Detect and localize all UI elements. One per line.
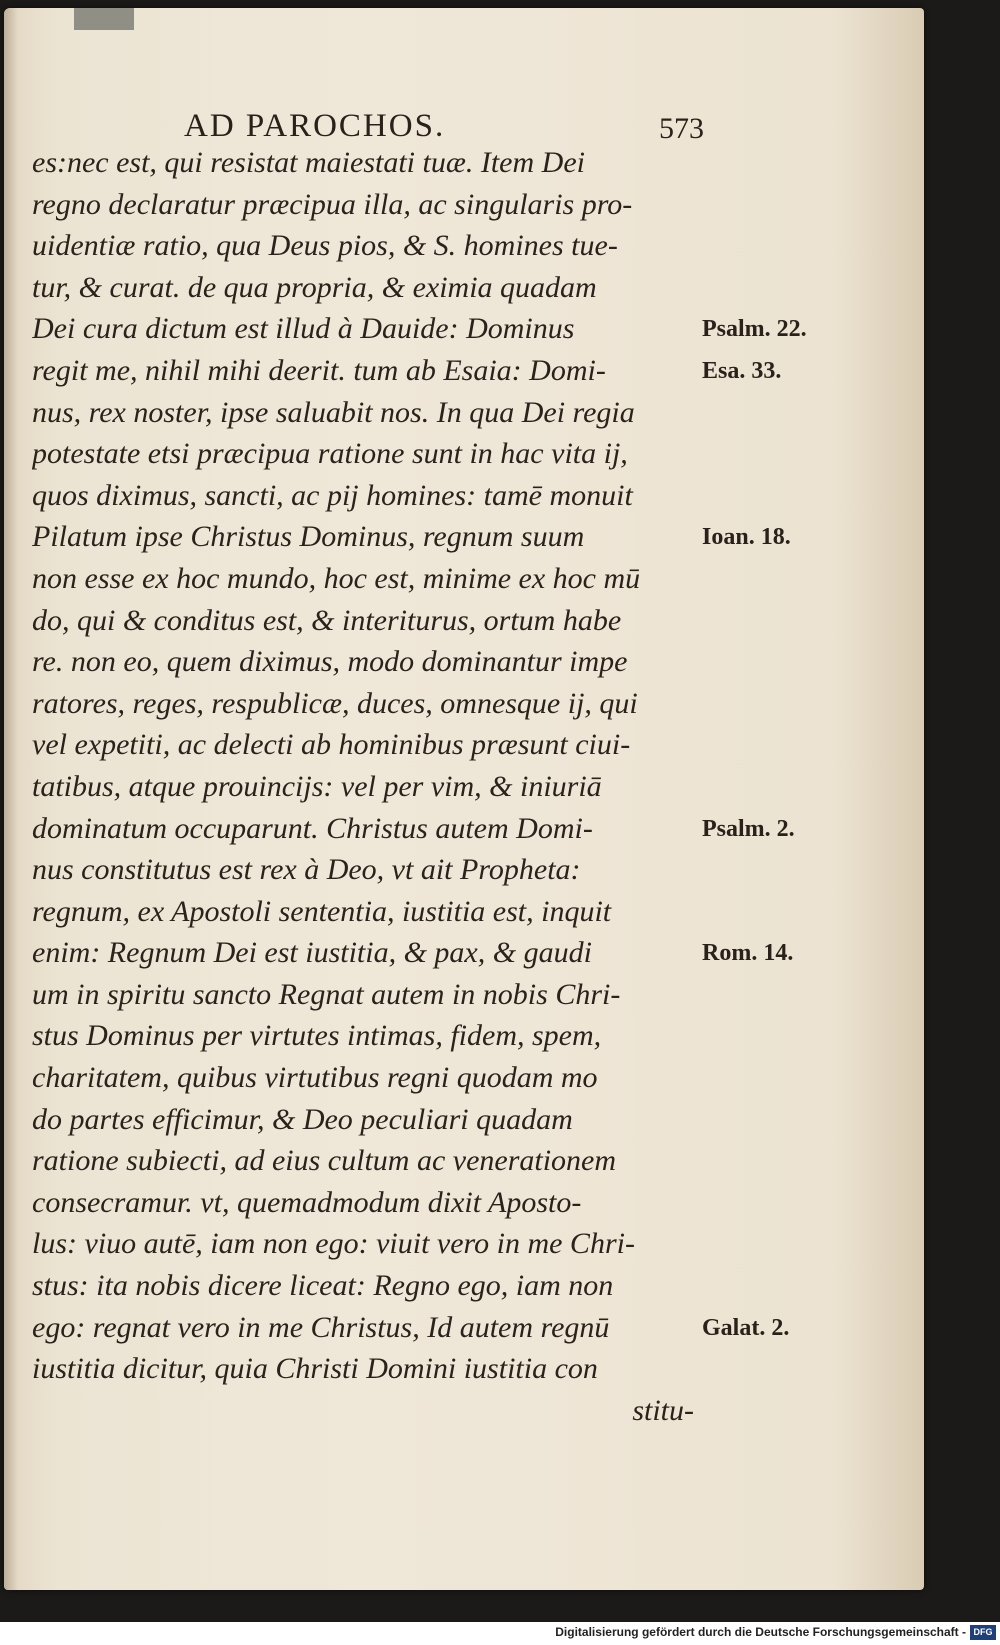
text-line: regit me, nihil mihi deerit. tum ab Esaia: Domi-: [32, 353, 606, 387]
text-line: uidentiæ ratio, qua Deus pios, & S. homines tue-: [32, 229, 618, 263]
text-line: enim: Regnum Dei est iustitia, & pax, & gaudi: [32, 936, 592, 970]
text-line: dominatum occuparunt. Christus autem Domi-: [32, 811, 593, 845]
book-page: [4, 8, 924, 1590]
text-line: re. non eo, quem diximus, modo dominantur impe: [32, 645, 628, 679]
page-number: 573: [659, 112, 704, 145]
body-text: [32, 142, 704, 1431]
text-line: nus, rex noster, ipse saluabit nos. In qua Dei regia: [32, 395, 635, 429]
text-line: regno declaratur præcipua illa, ac singularis pro-: [32, 187, 633, 221]
dfg-logo: DFG: [970, 1625, 996, 1640]
running-head: AD PAROCHOS.: [184, 108, 446, 144]
digitization-footer: [0, 1622, 1000, 1645]
text-line: do partes efficimur, & Deo peculiari quadam: [32, 1102, 573, 1136]
text-line: stus Dominus per virtutes intimas, fidem, spem,: [32, 1019, 602, 1053]
text-line: tatibus, atque prouincijs: vel per vim, & iniuriā: [32, 769, 602, 803]
text-line: es:nec est, qui resistat maiestati tuæ. Item Dei: [32, 146, 585, 179]
bookmark-ribbon: [74, 8, 134, 30]
text-line: nus constitutus est rex à Deo, vt ait Propheta:: [32, 853, 581, 887]
funding-credit: Digitalisierung gefördert durch die Deutsche Forschungsgemeinschaft -: [555, 1625, 966, 1639]
text-line: ratione subiecti, ad eius cultum ac venerationem: [32, 1144, 617, 1178]
text-line: Pilatum ipse Christus Dominus, regnum suum: [32, 520, 585, 554]
text-line: stus: ita nobis dicere liceat: Regno ego, iam non: [32, 1269, 614, 1303]
text-line: charitatem, quibus virtutibus regni quodam mo: [32, 1061, 598, 1095]
margin-note: Ioan. 18.: [702, 524, 791, 551]
text-line: tur, & curat. de qua propria, & eximia quadam: [32, 270, 597, 304]
page-edge-shadow: [4, 8, 18, 1590]
text-line: lus: viuo autē, iam non ego: viuit vero in me Chri-: [32, 1227, 635, 1261]
text-line: potestate etsi præcipua ratione sunt in hac vita ij,: [32, 437, 628, 471]
text-line: ego: regnat vero in me Christus, Id autem regnū: [32, 1310, 610, 1344]
text-line: regnum, ex Apostoli sententia, iustitia est, inquit: [32, 894, 612, 928]
text-line: um in spiritu sancto Regnat autem in nobis Chri-: [32, 977, 621, 1011]
margin-note: Galat. 2.: [702, 1314, 790, 1341]
margin-note: Psalm. 22.: [702, 316, 807, 343]
margin-note: Esa. 33.: [702, 358, 782, 384]
text-line: iustitia dicitur, quia Christi Domini iustitia con: [32, 1352, 598, 1386]
margin-note: Psalm. 2.: [702, 815, 795, 842]
text-line: consecramur. vt, quemadmodum dixit Aposto-: [32, 1185, 582, 1219]
text-line: vel expetiti, ac delecti ab hominibus præsunt ciui-: [32, 728, 631, 762]
margin-note: Rom. 14.: [702, 940, 794, 967]
text-line: non esse ex hoc mundo, hoc est, minime ex hoc mū: [32, 561, 641, 595]
text-line: ratores, reges, respublicæ, duces, omnesque ij, qui: [32, 686, 638, 720]
text-line: do, qui & conditus est, & interiturus, ortum habe: [32, 603, 622, 637]
catchword: stitu-: [632, 1393, 694, 1427]
text-line: quos diximus, sancti, ac pij homines: tamē monuit: [32, 478, 633, 512]
text-line: Dei cura dictum est illud à Dauide: Dominus: [32, 312, 575, 346]
